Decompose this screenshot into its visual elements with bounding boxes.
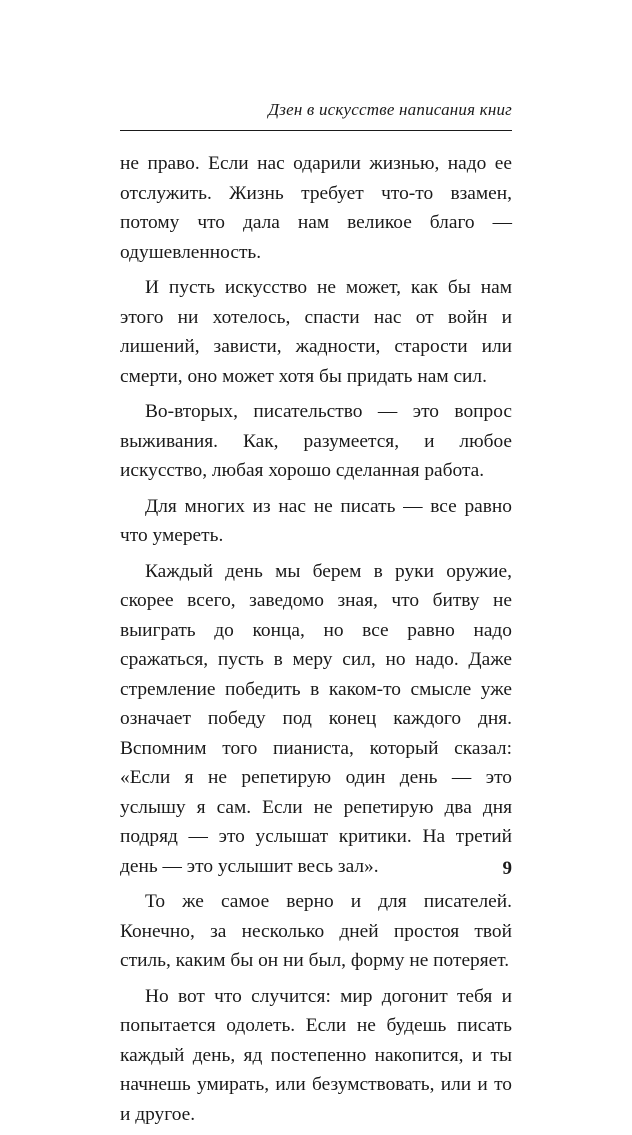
paragraph-4: Для многих из нас не писать — все равно что умереть. [120,495,512,546]
body-text [120,149,512,1135]
paragraph-5: Каждый день мы берем в руки оружие, скорее всего, заведомо зная, что битву не выиграть до конца, но все равно надо сражаться, пусть в меру сил, но надо. Даже стремление победить в каком-то смысле уже означает победу под конец каждого дня. Вспомним того пианиста, который сказал: «Если я не репетирую один день — это услышу я сам. Если не репетирую два дня подряд — это услышат критики. На третий день — это услышит весь зал». [120,560,512,877]
paragraph-6: То же самое верно и для писателей. Конечно, за несколько дней простоя твой стиль, каким бы он ни был, форму не потеряет. [120,891,512,971]
paragraph-1: не право. Если нас одарили жизнью, надо ее отслужить. Жизнь требует что-то взамен, потому что дала нам великое благо — одушевленность. [120,153,512,263]
paragraph-7: Но вот что случится: мир догонит тебя и попытается одолеть. Если не будешь писать каждый день, яд постепенно накопится, и ты начнешь умирать, или безумствовать, или и то и другое. [120,985,512,1125]
running-head-title: Дзен в искусстве написания книг [268,100,512,119]
paragraph-3: Во-вторых, писательство — это вопрос выживания. Как, разумеется, и любое искусство, любая хорошо сделанная работа. [120,401,512,481]
paragraph-2: И пусть искусство не может, как бы нам этого ни хотелось, спасти нас от войн и лишений, зависти, жадности, старости или смерти, оно может хотя бы придать нам сил. [120,277,512,387]
header-rule [120,130,512,131]
page-number: 9 [502,858,512,879]
